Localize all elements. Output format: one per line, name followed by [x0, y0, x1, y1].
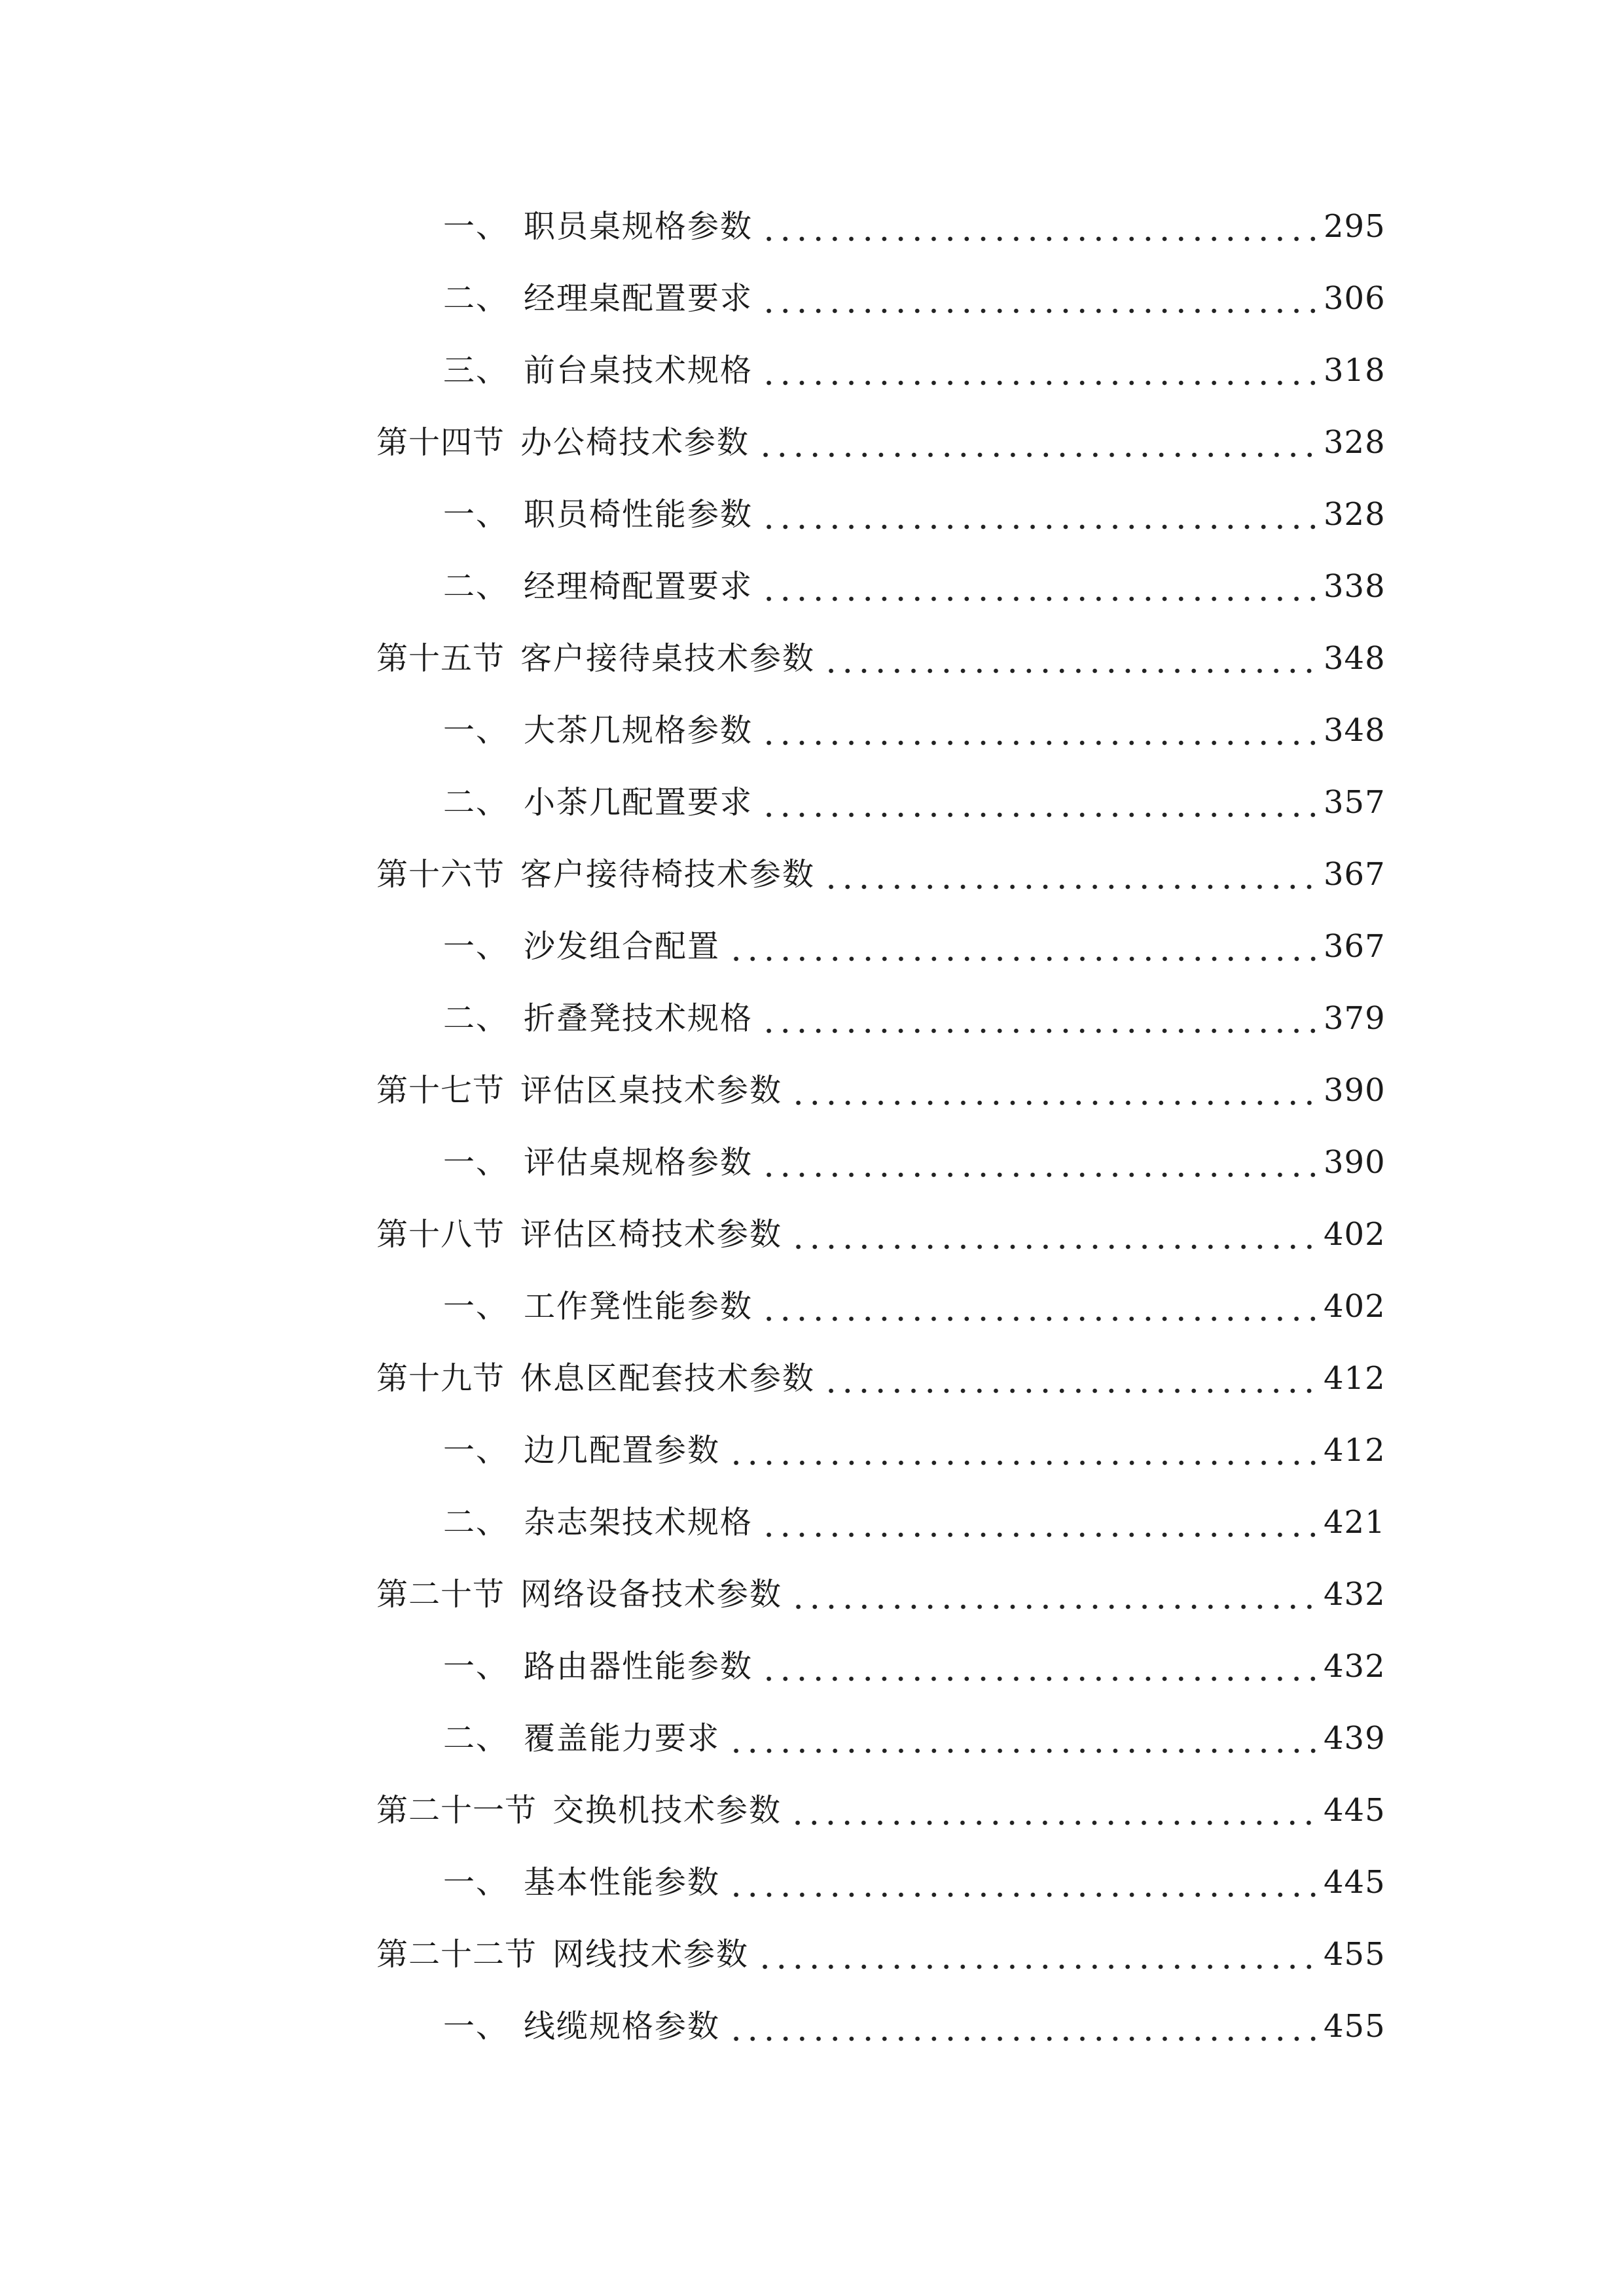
dot-leader: [761, 355, 1316, 386]
toc-entry-page: 432: [1324, 1576, 1386, 1613]
toc-entry-number: 第二十二节: [376, 1936, 537, 1973]
toc-entry-title: 前台桌技术规格: [524, 352, 753, 389]
dot-leader: [761, 1291, 1316, 1322]
dot-leader: [789, 1795, 1316, 1826]
toc-entry-title: 职员椅性能参数: [524, 496, 753, 533]
toc-entry[interactable]: [376, 550, 1386, 605]
toc-entry-page: 348: [1324, 640, 1386, 677]
toc-entry-number: 一、: [443, 496, 509, 533]
toc-entry-page: 445: [1324, 1792, 1386, 1829]
toc-entry-title: 工作凳性能参数: [524, 1288, 753, 1325]
toc-entry-page: 455: [1324, 1936, 1386, 1973]
dot-leader: [761, 499, 1316, 530]
toc-entry-number: 第十四节: [376, 424, 505, 461]
toc-entry-page: 412: [1324, 1432, 1386, 1469]
toc-entry[interactable]: [376, 838, 1386, 893]
toc-entry-number: 第十六节: [376, 856, 505, 893]
toc-entry-page: 412: [1324, 1360, 1386, 1397]
toc-entry-title: 路由器性能参数: [524, 1648, 753, 1685]
dot-leader: [728, 1867, 1316, 1898]
toc-entry[interactable]: [376, 1270, 1386, 1325]
toc-entry-page: 402: [1324, 1288, 1386, 1325]
toc-entry[interactable]: [376, 982, 1386, 1037]
toc-entry-title: 边几配置参数: [524, 1432, 721, 1469]
toc-entry[interactable]: [376, 766, 1386, 821]
toc-entry-title: 评估区桌技术参数: [520, 1072, 783, 1109]
toc-entry[interactable]: [376, 478, 1386, 533]
toc-entry-page: 348: [1324, 712, 1386, 749]
toc-entry-title: 评估区椅技术参数: [520, 1216, 783, 1253]
toc-entry-page: 439: [1324, 1720, 1386, 1757]
toc-entry-page: 318: [1324, 352, 1386, 389]
toc-entry[interactable]: [376, 694, 1386, 749]
toc-entry-title: 线缆规格参数: [524, 2008, 721, 2045]
toc-entry-number: 二、: [443, 568, 509, 605]
dot-leader: [761, 1507, 1316, 1538]
dot-leader: [790, 1579, 1316, 1610]
toc-entry-title: 休息区配套技术参数: [520, 1360, 816, 1397]
toc-entry-title: 覆盖能力要求: [524, 1720, 721, 1757]
toc-entry-number: 一、: [443, 928, 509, 965]
dot-leader: [761, 787, 1316, 818]
toc-entry-page: 306: [1324, 280, 1386, 317]
toc-entry-number: 二、: [443, 280, 509, 317]
toc-entry-number: 第十八节: [376, 1216, 505, 1253]
dot-leader: [790, 1075, 1316, 1106]
toc-entry-number: 第十九节: [376, 1360, 505, 1397]
toc-entry-number: 一、: [443, 208, 509, 245]
toc-entry-page: 445: [1324, 1864, 1386, 1901]
toc-entry-title: 大茶几规格参数: [524, 712, 753, 749]
toc-entry-page: 328: [1324, 496, 1386, 533]
toc-entry[interactable]: [376, 1990, 1386, 2045]
toc-entry-number: 第十五节: [376, 640, 505, 677]
toc-entry-page: 379: [1324, 1000, 1386, 1037]
toc-entry[interactable]: [376, 1486, 1386, 1541]
toc-entry-title: 客户接待桌技术参数: [520, 640, 816, 677]
toc-entry-title: 网络设备技术参数: [520, 1576, 783, 1613]
dot-leader: [728, 1723, 1316, 1754]
dot-leader: [761, 211, 1316, 242]
toc-entry-title: 沙发组合配置: [524, 928, 721, 965]
toc-entry-title: 经理桌配置要求: [524, 280, 753, 317]
toc-entry-page: 390: [1324, 1144, 1386, 1181]
toc-entry[interactable]: [376, 1846, 1386, 1901]
toc-entry-title: 网线技术参数: [552, 1936, 749, 1973]
toc-entry[interactable]: [376, 1126, 1386, 1181]
toc-entry-number: 三、: [443, 352, 509, 389]
toc-entry[interactable]: [376, 406, 1386, 461]
dot-leader: [761, 1003, 1316, 1034]
toc-entry-title: 折叠凳技术规格: [524, 1000, 753, 1037]
toc-entry[interactable]: [376, 622, 1386, 677]
toc-entry-page: 367: [1324, 856, 1386, 893]
toc-entry-page: 328: [1324, 424, 1386, 461]
dot-leader: [761, 283, 1316, 314]
toc-entry-title: 交换机技术参数: [552, 1792, 782, 1829]
toc-entry-title: 评估桌规格参数: [524, 1144, 753, 1181]
toc-entry-number: 第十七节: [376, 1072, 505, 1109]
toc-entry-title: 基本性能参数: [524, 1864, 721, 1901]
toc-entry-number: 一、: [443, 2008, 509, 2045]
toc-entry[interactable]: [376, 1054, 1386, 1109]
toc-entry[interactable]: [376, 1414, 1386, 1469]
dot-leader: [790, 1219, 1316, 1250]
dot-leader: [823, 859, 1316, 890]
toc-entry-number: 一、: [443, 1288, 509, 1325]
toc-entry-title: 办公椅技术参数: [520, 424, 750, 461]
toc-entry-page: 455: [1324, 2008, 1386, 2045]
toc-entry-page: 295: [1324, 208, 1386, 245]
toc-entry-title: 客户接待椅技术参数: [520, 856, 816, 893]
toc-entry-page: 421: [1324, 1504, 1386, 1541]
toc-entry[interactable]: [376, 1342, 1386, 1397]
dot-leader: [757, 427, 1316, 458]
toc-entry[interactable]: [376, 334, 1386, 389]
toc-entry[interactable]: [376, 1198, 1386, 1253]
toc-entry-number: 一、: [443, 1144, 509, 1181]
dot-leader: [823, 643, 1316, 674]
toc-entry[interactable]: [376, 1774, 1386, 1829]
toc-entry[interactable]: [376, 1702, 1386, 1757]
toc-entry-number: 一、: [443, 1864, 509, 1901]
toc-entry-number: 第二十节: [376, 1576, 505, 1613]
dot-leader: [761, 571, 1316, 602]
toc-entry-number: 第二十一节: [376, 1792, 537, 1829]
toc-entry-number: 二、: [443, 1720, 509, 1757]
toc-entry-title: 小茶几配置要求: [524, 784, 753, 821]
toc-entry-page: 390: [1324, 1072, 1386, 1109]
toc-entry-number: 二、: [443, 1504, 509, 1541]
dot-leader: [761, 715, 1316, 746]
toc-entry[interactable]: [376, 190, 1386, 245]
toc-entry-page: 338: [1324, 568, 1386, 605]
toc-entry-page: 432: [1324, 1648, 1386, 1685]
toc-entry[interactable]: [376, 910, 1386, 965]
toc-entry-number: 二、: [443, 784, 509, 821]
toc-entry[interactable]: [376, 262, 1386, 317]
toc-entry-title: 职员桌规格参数: [524, 208, 753, 245]
dot-leader: [823, 1363, 1316, 1394]
toc-entry-title: 经理椅配置要求: [524, 568, 753, 605]
toc-entry-page: 357: [1324, 784, 1386, 821]
dot-leader: [728, 2011, 1316, 2042]
toc-entry[interactable]: [376, 1918, 1386, 1973]
toc-entry[interactable]: [376, 1558, 1386, 1613]
toc-entry-title: 杂志架技术规格: [524, 1504, 753, 1541]
toc-entry-number: 一、: [443, 1432, 509, 1469]
toc-entry-number: 二、: [443, 1000, 509, 1037]
toc-entry-number: 一、: [443, 712, 509, 749]
toc-entry-number: 一、: [443, 1648, 509, 1685]
toc-entry-page: 402: [1324, 1216, 1386, 1253]
toc-entry-page: 367: [1324, 928, 1386, 965]
toc-entry[interactable]: [376, 1630, 1386, 1685]
dot-leader: [761, 1651, 1316, 1682]
dot-leader: [757, 1939, 1316, 1970]
dot-leader: [728, 1435, 1316, 1466]
dot-leader: [761, 1147, 1316, 1178]
dot-leader: [728, 931, 1316, 962]
